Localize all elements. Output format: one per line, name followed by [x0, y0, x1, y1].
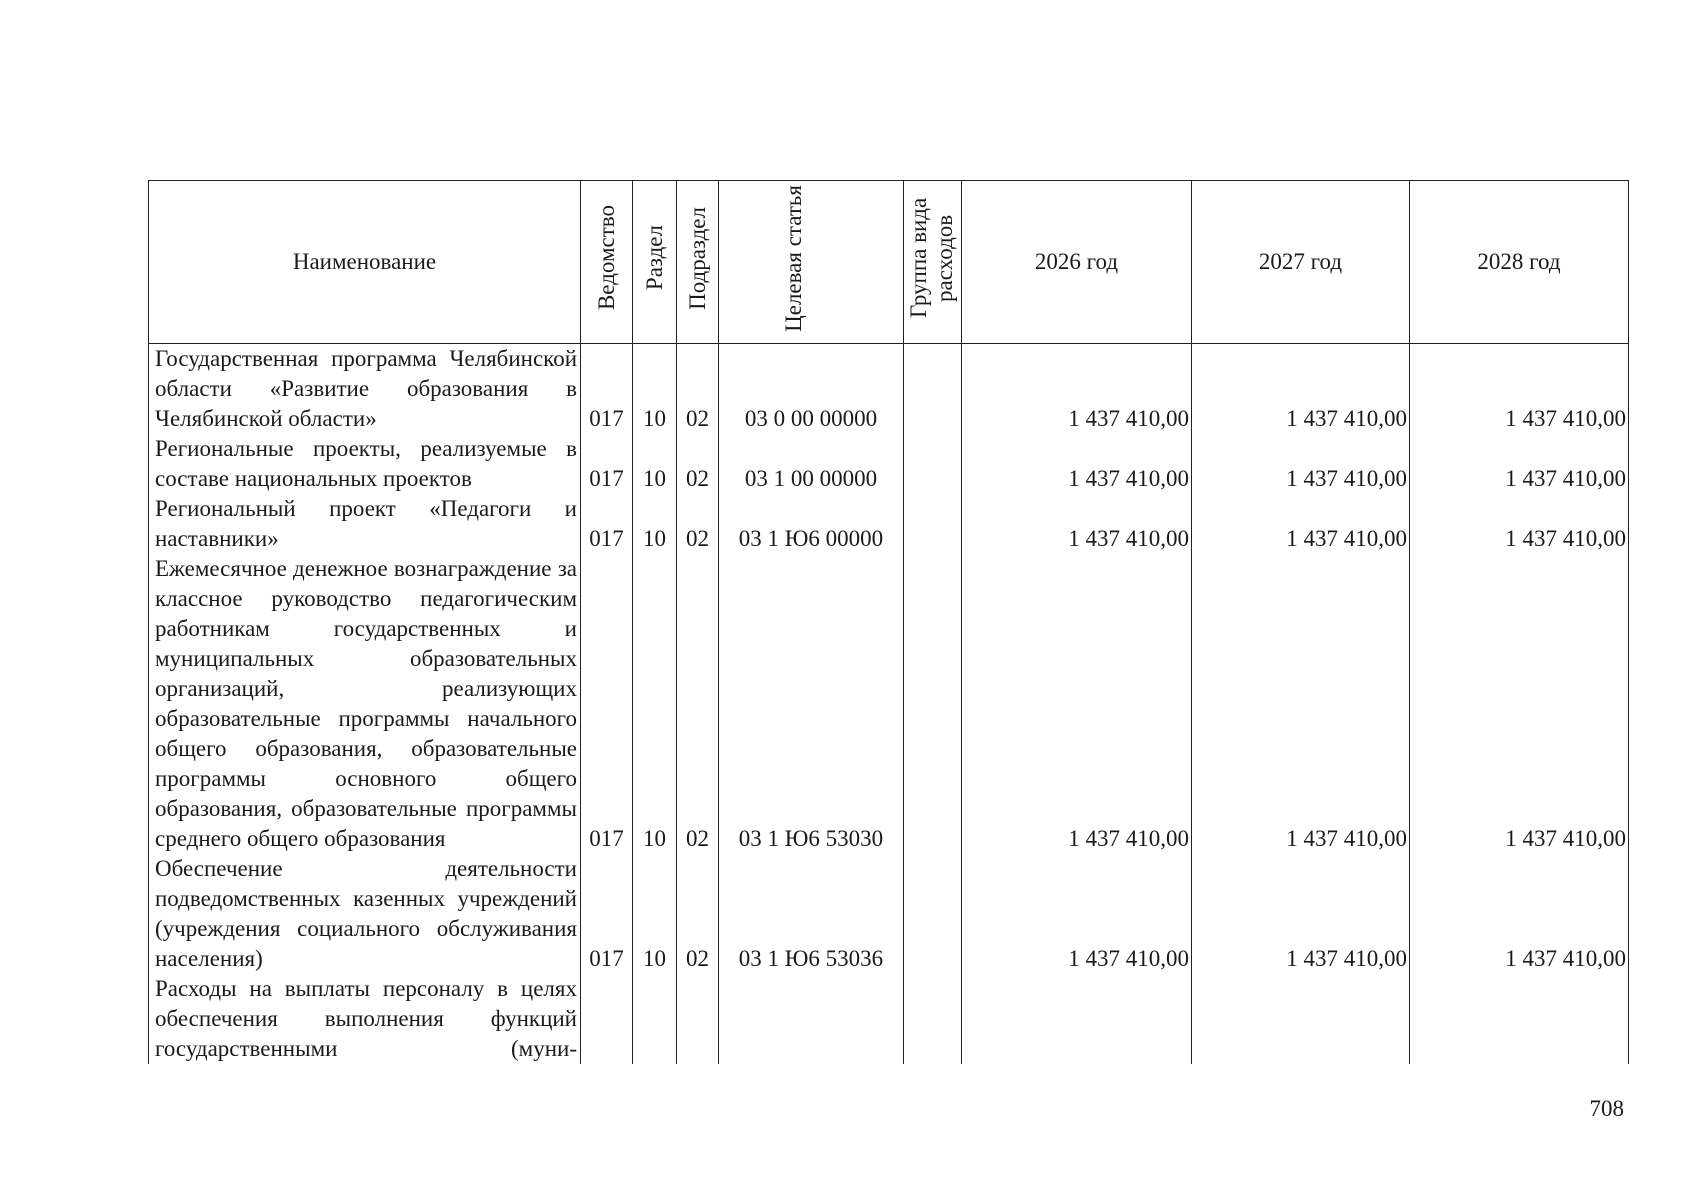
- row-razdel: 10: [633, 434, 677, 494]
- row-vedomstvo: 017: [581, 554, 633, 854]
- row-podrazdel: [677, 974, 719, 1064]
- row-name: Региональный проект «Педагоги и наставники»: [149, 494, 581, 554]
- row-razdel: 10: [633, 344, 677, 435]
- row-target-article: [719, 974, 904, 1064]
- row-2027: 1 437 410,00: [1192, 494, 1410, 554]
- header-name: Наименование: [149, 181, 581, 344]
- table-row: [149, 554, 1629, 854]
- table-row: [149, 434, 1629, 494]
- header-podrazdel: Подраздел: [677, 181, 719, 344]
- row-2026: 1 437 410,00: [962, 854, 1192, 974]
- row-expense-group: [904, 494, 962, 554]
- row-2027: 1 437 410,00: [1192, 854, 1410, 974]
- row-vedomstvo: 017: [581, 434, 633, 494]
- row-2026: 1 437 410,00: [962, 434, 1192, 494]
- row-2026: 1 437 410,00: [962, 494, 1192, 554]
- row-expense-group: [904, 854, 962, 974]
- row-target-article: 03 1 Ю6 00000: [719, 494, 904, 554]
- row-name: Обеспечение деятельности подведомственных казенных учреждений (учреждения социального обслуживания населения): [149, 854, 581, 974]
- row-podrazdel: 02: [677, 344, 719, 435]
- row-2028: 1 437 410,00: [1410, 854, 1629, 974]
- row-2027: 1 437 410,00: [1192, 344, 1410, 435]
- budget-table: [148, 180, 1629, 1064]
- row-2028: 1 437 410,00: [1410, 434, 1629, 494]
- table-row: [149, 974, 1629, 1064]
- row-podrazdel: 02: [677, 494, 719, 554]
- row-2027: 1 437 410,00: [1192, 434, 1410, 494]
- page-number: 708: [1589, 1096, 1624, 1121]
- row-2026: 1 437 410,00: [962, 344, 1192, 435]
- table-header-row: [149, 181, 1629, 344]
- row-2028: 1 437 410,00: [1410, 344, 1629, 435]
- row-target-article: 03 0 00 00000: [719, 344, 904, 435]
- row-2027: 1 437 410,00: [1192, 554, 1410, 854]
- row-name: Государственная программа Челябинской области «Развитие образования в Челябинской области»: [149, 344, 581, 435]
- row-target-article: 03 1 00 00000: [719, 434, 904, 494]
- row-vedomstvo: 017: [581, 854, 633, 974]
- row-podrazdel: 02: [677, 854, 719, 974]
- row-expense-group: [904, 434, 962, 494]
- row-vedomstvo: 017: [581, 344, 633, 435]
- header-target-article: Целевая статья: [719, 181, 904, 344]
- table-row: [149, 344, 1629, 435]
- row-razdel: [633, 974, 677, 1064]
- row-razdel: 10: [633, 554, 677, 854]
- row-name: Расходы на выплаты персоналу в целях обеспечения выполнения функций государственными (муни-: [149, 974, 581, 1064]
- row-target-article: 03 1 Ю6 53030: [719, 554, 904, 854]
- row-expense-group: [904, 344, 962, 435]
- row-expense-group: [904, 554, 962, 854]
- header-2027: 2027 год: [1192, 181, 1410, 344]
- header-expense-group: Группа вида расходов: [904, 181, 962, 344]
- row-vedomstvo: [581, 974, 633, 1064]
- row-2028: [1410, 974, 1629, 1064]
- row-target-article: 03 1 Ю6 53036: [719, 854, 904, 974]
- row-vedomstvo: 017: [581, 494, 633, 554]
- row-2026: [962, 974, 1192, 1064]
- row-2028: 1 437 410,00: [1410, 554, 1629, 854]
- row-2027: [1192, 974, 1410, 1064]
- header-2028: 2028 год: [1410, 181, 1629, 344]
- row-2026: 1 437 410,00: [962, 554, 1192, 854]
- row-expense-group: [904, 974, 962, 1064]
- row-podrazdel: 02: [677, 434, 719, 494]
- row-name: Ежемесячное денежное вознаграждение за классное руководство педагогическим работникам государственных и муниципальных образовательных организаций, реализующих образовательные программы начального общего образования, образовательные программы основного общего образования, образовательные программы среднего общего образования: [149, 554, 581, 854]
- table-row: [149, 494, 1629, 554]
- header-vedomstvo: Ведомство: [581, 181, 633, 344]
- row-name: Региональные проекты, реализуемые в составе национальных проектов: [149, 434, 581, 494]
- row-2028: 1 437 410,00: [1410, 494, 1629, 554]
- header-razdel: Раздел: [633, 181, 677, 344]
- row-razdel: 10: [633, 854, 677, 974]
- row-podrazdel: 02: [677, 554, 719, 854]
- table-row: [149, 854, 1629, 974]
- row-razdel: 10: [633, 494, 677, 554]
- header-2026: 2026 год: [962, 181, 1192, 344]
